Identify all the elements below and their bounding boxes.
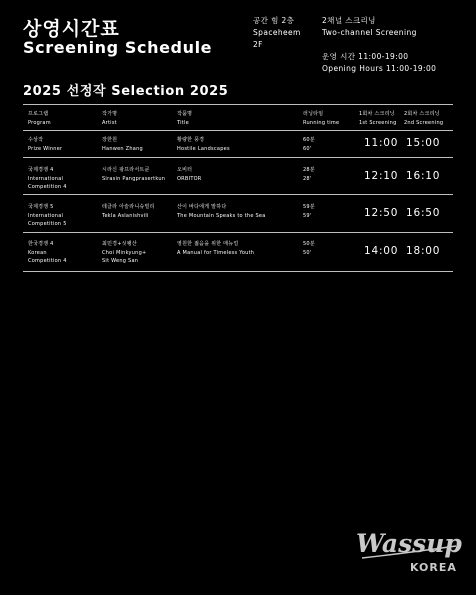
table-divider [23, 194, 453, 195]
cell-program: 수상작 Prize Winner [28, 137, 63, 152]
cell-running-time: 60분 60' [303, 137, 315, 152]
wassup-korea-logo [352, 520, 462, 580]
cell-second-screening: 18:00 [406, 245, 441, 257]
table-divider [23, 157, 453, 158]
cell-first-screening: 14:00 [364, 245, 399, 257]
venue-english: Spaceheem [253, 28, 301, 37]
table-divider [23, 271, 453, 272]
channel-korean: 2채널 스크리닝 [322, 16, 376, 25]
header-first-screening: 1회차 스크리닝 1st Screening [359, 111, 397, 126]
cell-second-screening: 16:10 [406, 170, 441, 182]
cell-first-screening: 12:50 [364, 207, 399, 219]
cell-title: 영원한 젊음을 위한 매뉴얼 A Manual for Timeless Youth [177, 241, 255, 256]
page-title-english: Screening Schedule [23, 38, 213, 57]
table-divider [23, 104, 453, 105]
cell-program: 국제경쟁 5 International Competition 5 [28, 204, 67, 227]
cell-title: 황량한 풍경 Hostile Landscapes [177, 137, 230, 152]
cell-artist: 장한원 Hanwen Zhang [102, 137, 143, 152]
venue-floor: 2F [253, 40, 263, 49]
cell-running-time: 59분 59' [303, 204, 315, 219]
channel-info [322, 15, 417, 39]
header-running-time: 러닝타임 Running time [303, 111, 340, 126]
cell-running-time: 28분 28' [303, 167, 315, 182]
cell-artist: 최민경+싯왱산 Choi Minkyung+ Sit Weng San [102, 241, 147, 264]
svg-text:KOREA: KOREA [410, 561, 457, 574]
header-second-screening: 2회차 스크리닝 2nd Screening [404, 111, 444, 126]
cell-title: 오비터 ORBITOR [177, 167, 202, 182]
table-divider [23, 130, 453, 131]
cell-artist: 테클라 아슬라니슈빌리 Tekla Aslanishvili [102, 204, 155, 219]
hours-korean: 운영 시간 11:00-19:00 [322, 52, 409, 61]
table-divider [23, 232, 453, 233]
cell-first-screening: 11:00 [364, 137, 399, 149]
page-title-korean: 상영시간표 [23, 18, 120, 40]
hours-english: Opening Hours 11:00-19:00 [322, 64, 437, 73]
cell-program: 국제경쟁 4 International Competition 4 [28, 167, 67, 190]
venue-korean: 공간 힘 2층 [253, 16, 295, 25]
cell-program: 한국경쟁 4 Korean Competition 4 [28, 241, 67, 264]
cell-second-screening: 16:50 [406, 207, 441, 219]
section-title: 2025 선정작 Selection 2025 [23, 84, 229, 99]
cell-artist: 시라신 팡프라서트쿤 Sirasin Pangprasertkun [102, 167, 166, 182]
channel-english: Two-channel Screening [322, 28, 417, 37]
header-program: 프로그램 Program [28, 111, 51, 126]
header-title: 작품명 Title [177, 111, 193, 126]
cell-title: 산이 바다에게 말하다 The Mountain Speaks to the Sea [177, 204, 266, 219]
header-artist: 작가명 Artist [102, 111, 118, 126]
venue-info [253, 15, 301, 51]
opening-hours [322, 51, 436, 75]
cell-running-time: 50분 50' [303, 241, 315, 256]
svg-text:Wassup: Wassup [356, 529, 462, 558]
cell-first-screening: 12:10 [364, 170, 399, 182]
cell-second-screening: 15:00 [406, 137, 441, 149]
